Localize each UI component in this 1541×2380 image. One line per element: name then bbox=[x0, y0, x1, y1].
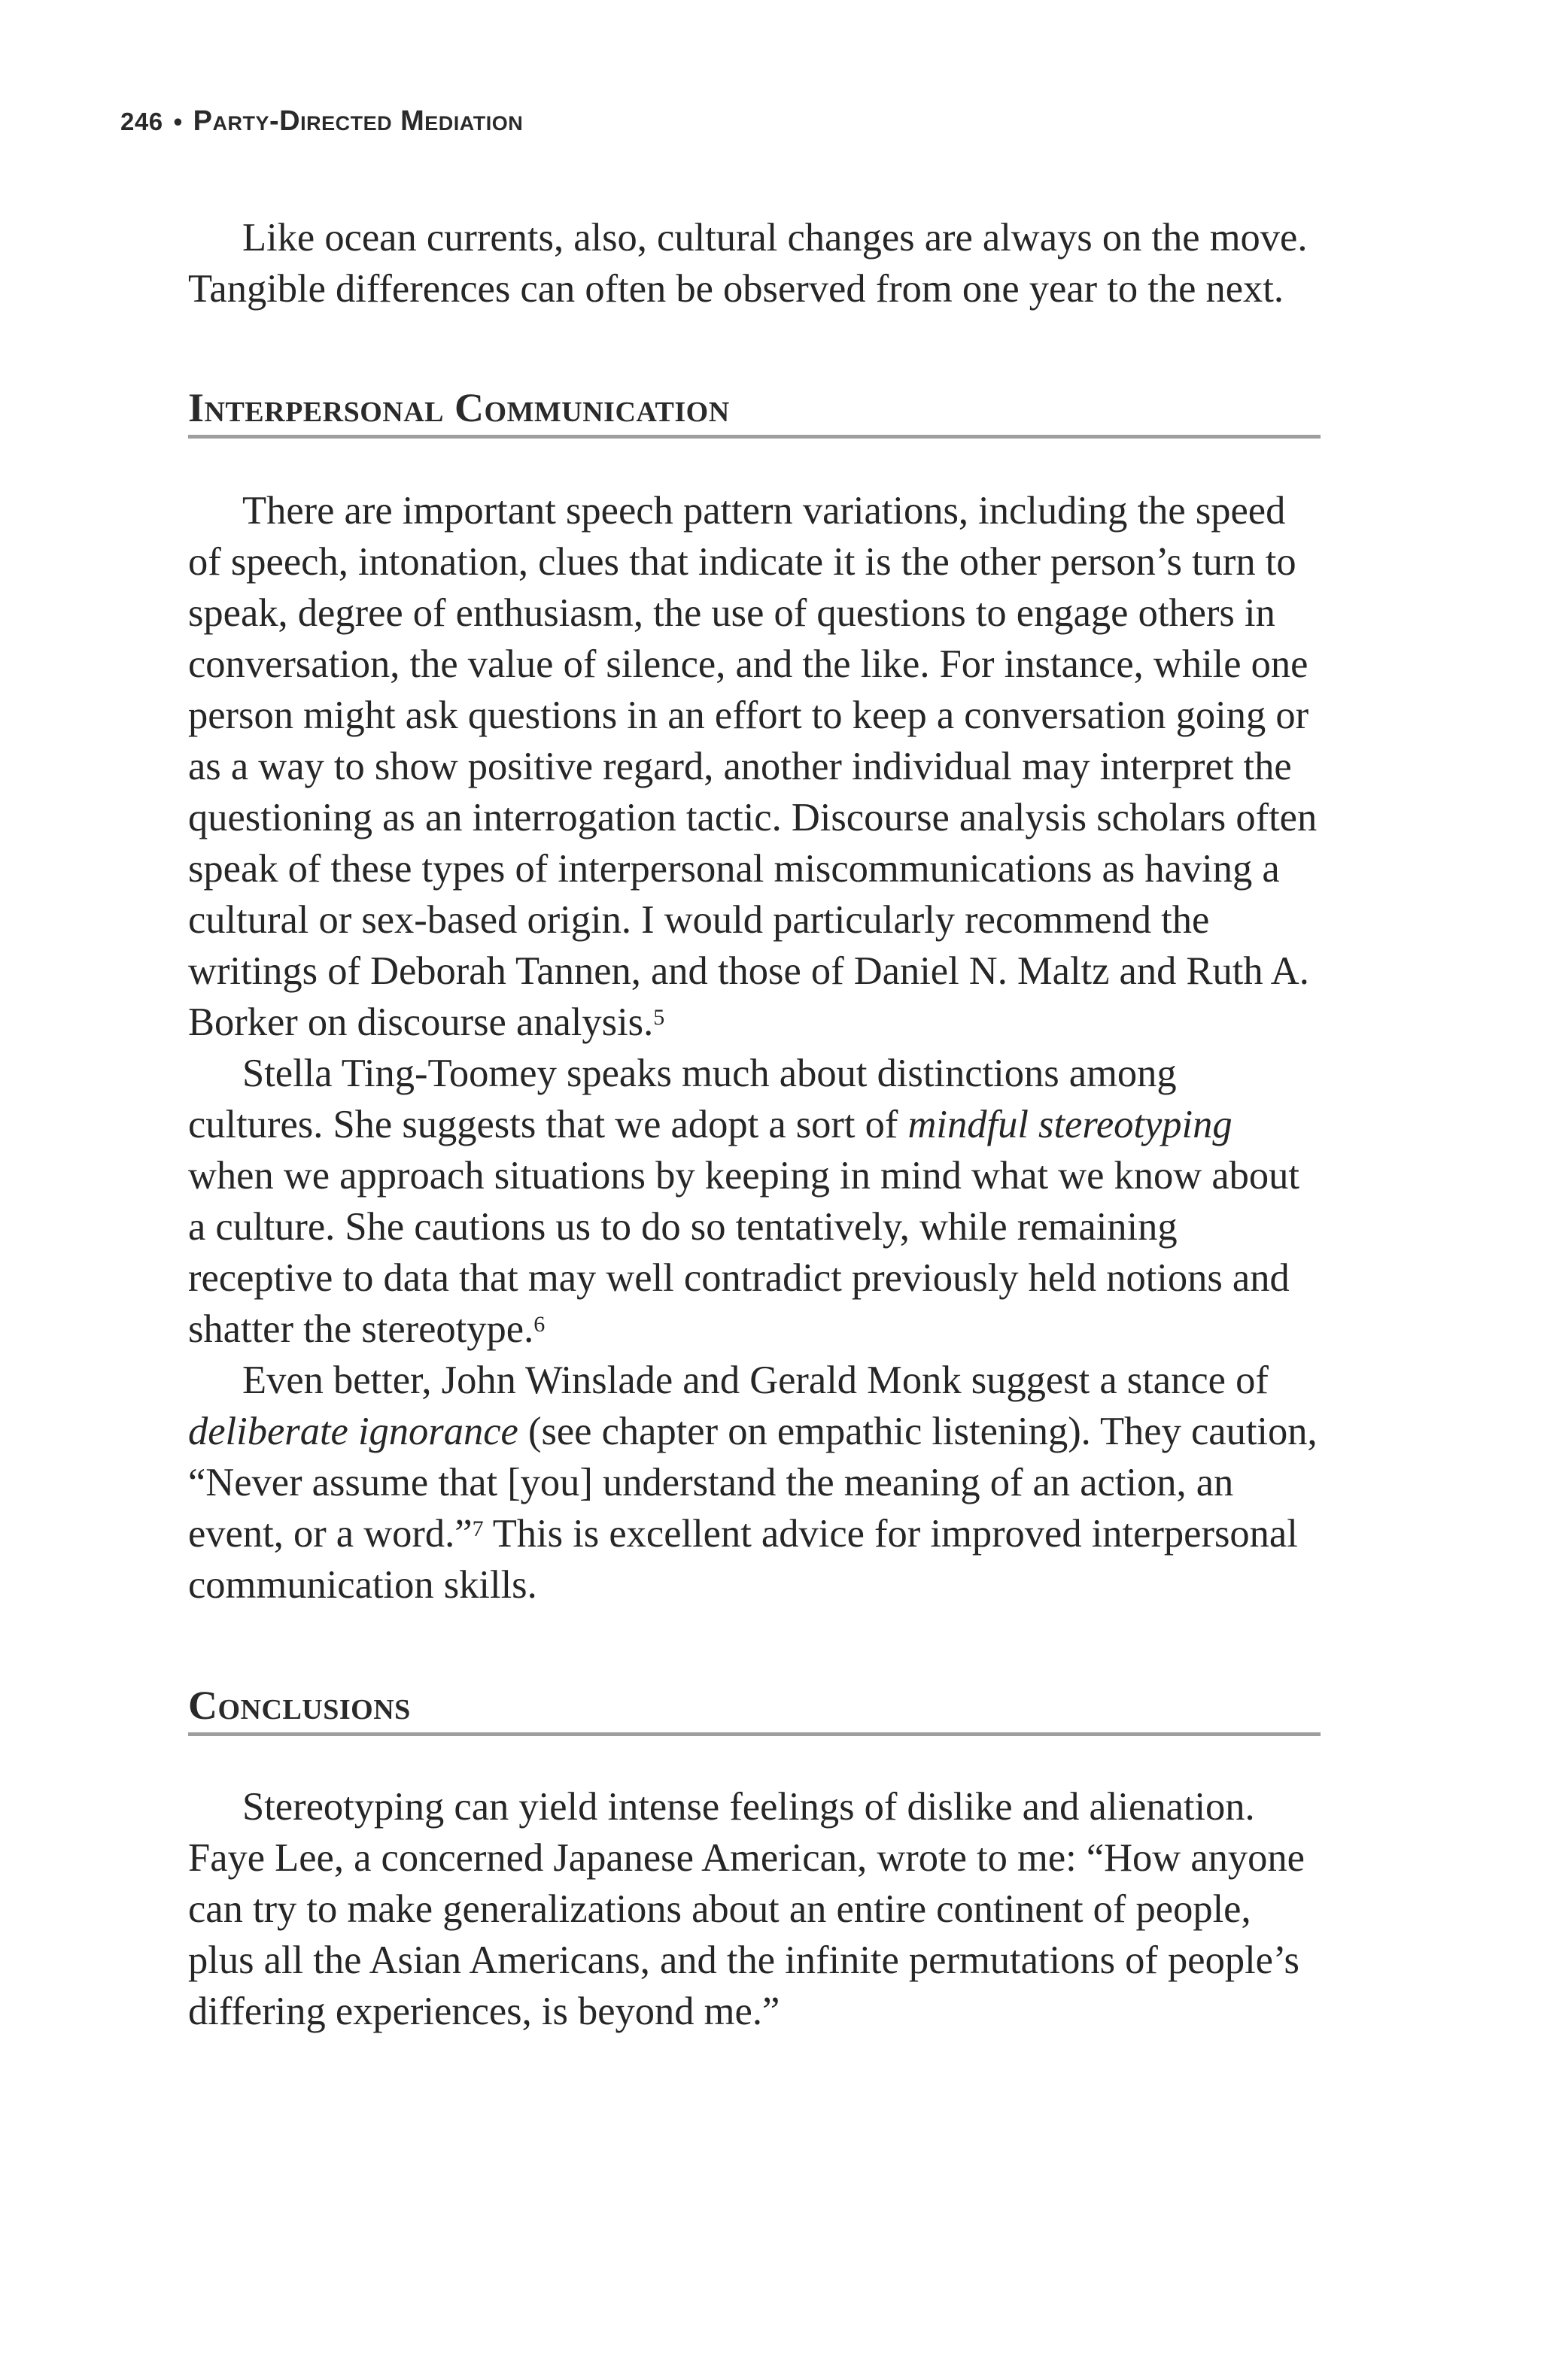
page-body bbox=[188, 212, 1321, 2037]
intro-paragraph: Like ocean currents, also, cultural changes are always on the move. Tangible differences can often be observed from one year to the next. bbox=[188, 216, 1308, 311]
paragraph-text: (see chapter on empathic listening). They caution, “Never assume that [you] understand the meaning of an action, an event, or a word.” bbox=[188, 1410, 1318, 1556]
running-head bbox=[120, 105, 523, 138]
section-heading-conclusions: Conclusions bbox=[188, 1683, 1321, 1736]
paragraph-ting-toomey bbox=[188, 1048, 1321, 1355]
emphasis-mindful-stereotyping: mindful stereotyping bbox=[907, 1103, 1232, 1146]
paragraph-text: Even better, John Winslade and Gerald Monk suggest a stance of bbox=[242, 1358, 1269, 1402]
paragraph-stereotyping: Stereotyping can yield intense feelings of dislike and alienation. Faye Lee, a concerned Japanese American, wrote to me: “How anyone can try to make generalizations about an entire continent of people, plus all the Asian Americans, and the infinite permutations of people’s differing experiences, is beyond me.” bbox=[188, 1785, 1305, 2033]
paragraph-text: Stella Ting-Toomey speaks much about distinctions among cultures. She suggests that we adopt a sort of bbox=[188, 1052, 1177, 1146]
paragraph-speech-patterns bbox=[188, 485, 1321, 1048]
footnote-marker-7: 7 bbox=[472, 1516, 484, 1541]
book-title: Party-Directed Mediation bbox=[193, 105, 524, 137]
section-heading-interpersonal-communication: Interpersonal Communication bbox=[188, 385, 1321, 439]
page-number: 246 bbox=[120, 108, 163, 135]
paragraph-text: when we approach situations by keeping in mind what we know about a culture. She cautions us to do so tentatively, while remaining receptive to data that may well contradict previously held notions and shatter the stereotype. bbox=[188, 1154, 1299, 1351]
footnote-marker-6: 6 bbox=[533, 1312, 546, 1337]
paragraph-text: There are important speech pattern variations, including the speed of speech, intonation, clues that indicate it is the other person’s turn to speak, degree of enthusiasm, the use of questions to engage others in conversation, the value of silence, and the like. For instance, while one person might ask questions in an effort to keep a conversation going or as a way to show positive regard, another individual may interpret the questioning as an interrogation tactic. Discourse analysis scholars often speak of these types of interpersonal miscommunications as having a cultural or sex-based origin. I would particularly recommend the writings of Deborah Tannen, and those of Daniel N. Maltz and Ruth A. Borker on discourse analysis. bbox=[188, 489, 1318, 1044]
footnote-marker-5: 5 bbox=[653, 1005, 665, 1030]
paragraph-text: This is excellent advice for improved interpersonal communication skills. bbox=[188, 1512, 1298, 1607]
running-head-separator: • bbox=[173, 108, 183, 135]
emphasis-deliberate-ignorance: deliberate ignorance bbox=[188, 1410, 518, 1453]
paragraph-winslade-monk bbox=[188, 1355, 1321, 1610]
